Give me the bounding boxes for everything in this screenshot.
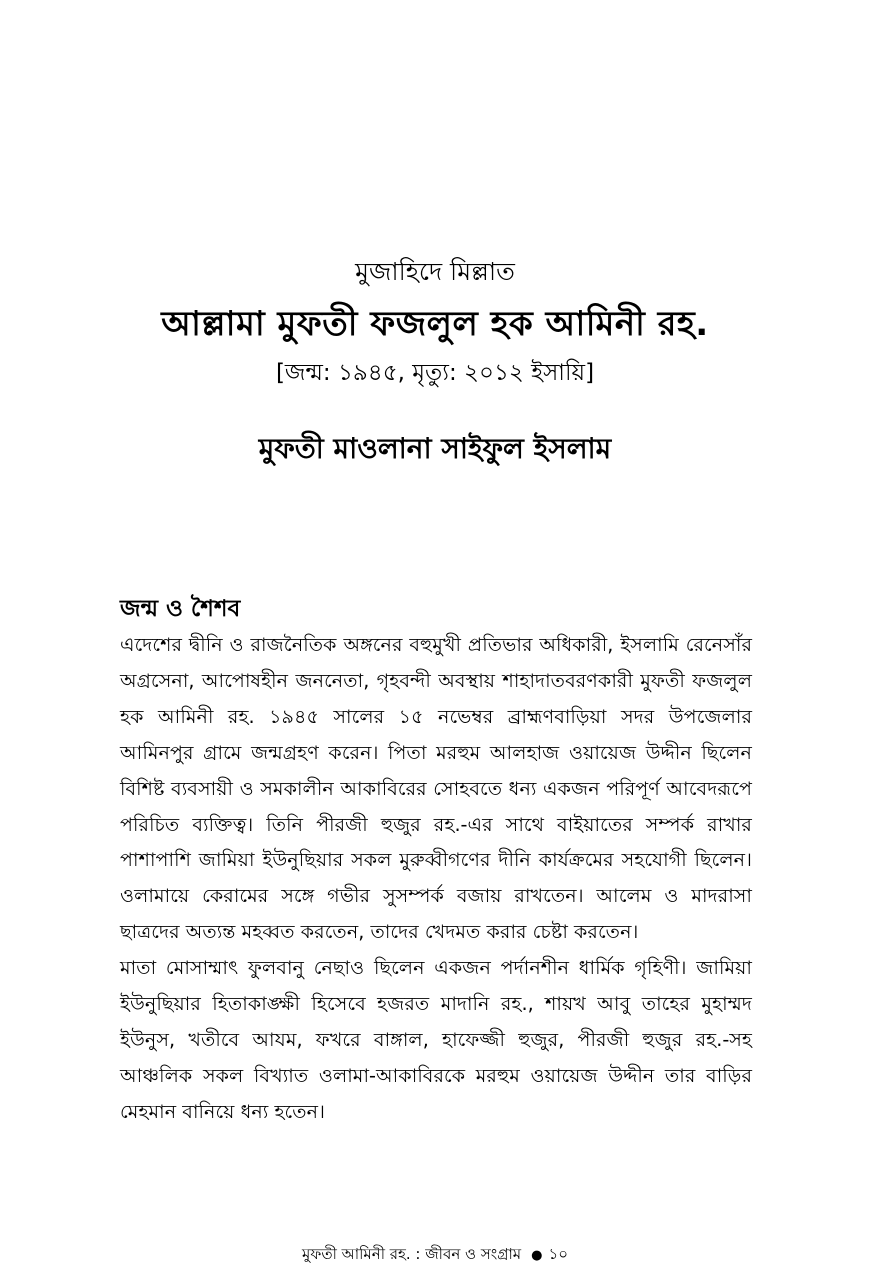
body-text	[120, 627, 752, 1130]
author-name: মুফতী মাওলানা সাইফুল ইসলাম	[258, 432, 612, 465]
life-dates: [জন্ম: ১৯৪৫, মৃত্যু: ২০১২ ইসায়ি]	[275, 360, 595, 386]
section-heading: জন্ম ও শৈশব	[120, 596, 241, 622]
bullet-icon: ●	[531, 1248, 543, 1263]
paragraph: এদেশের দ্বীনি ও রাজনৈতিক অঙ্গনের বহুমুখী প্রতিভার অধিকারী, ইসলামি রেনেসাঁর অগ্রসেনা, আপোষহীন জননেতা, গৃহবন্দী অবস্থায় শাহাদাতবরণকারী মুফতী ফজলুল হক আমিনী রহ. ১৯৪৫ সালের ১৫ নভেম্বর ব্রাহ্মণবাড়িয়া সদর উপজেলার আমিনপুর গ্রামে জন্মগ্রহণ করেন। পিতা মরহুম আলহাজ ওয়ায়েজ উদ্দীন ছিলেন বিশিষ্ট ব্যবসায়ী ও সমকালীন আকাবিরের সোহবতে ধন্য একজন পরিপূর্ণ আবেদরূপে পরিচিত ব্যক্তিত্ব। তিনি পীরজী হুজুর রহ.-এর সাথে বাইয়াতের সম্পর্ক রাখার পাশাপাশি জামিয়া ইউনুছিয়ার সকল মুরুব্বীগণের দীনি কার্যক্রমের সহযোগী ছিলেন। ওলামায়ে কেরামের সঙ্গে গভীর সুসম্পর্ক বজায় রাখতেন। আলেম ও মাদরাসা ছাত্রদের অত্যন্ত মহব্বত করতেন, তাদের খেদমত করার চেষ্টা করতেন।	[120, 633, 752, 944]
paragraph: মাতা মোসাম্মাৎ ফুলবানু নেছাও ছিলেন একজন পর্দানশীন ধার্মিক গৃহিণী। জামিয়া ইউনুছিয়ার হিতাকাঙ্ক্ষী হিসেবে হজরত মাদানি রহ., শায়খ আবু তাহের মুহাম্মদ ইউনুস, খতীবে আযম, ফখরে বাঙ্গাল, হাফেজ্জী হুজুর, পীরজী হুজুর রহ.-সহ আঞ্চলিক সকল বিখ্যাত ওলামা-আকাবিরকে মরহুম ওয়ায়েজ উদ্দীন তার বাড়ির মেহমান বানিয়ে ধন্য হতেন।	[120, 956, 752, 1123]
running-title: মুফতী আমিনী রহ. : জীবন ও সংগ্রাম	[302, 1245, 522, 1263]
page-footer	[0, 1243, 870, 1268]
page-number: ১০	[548, 1245, 568, 1263]
book-kicker: মুজাহিদে মিল্লাত	[355, 257, 515, 286]
page-title: আল্লামা মুফতী ফজলুল হক আমিনী রহ.	[161, 304, 709, 344]
